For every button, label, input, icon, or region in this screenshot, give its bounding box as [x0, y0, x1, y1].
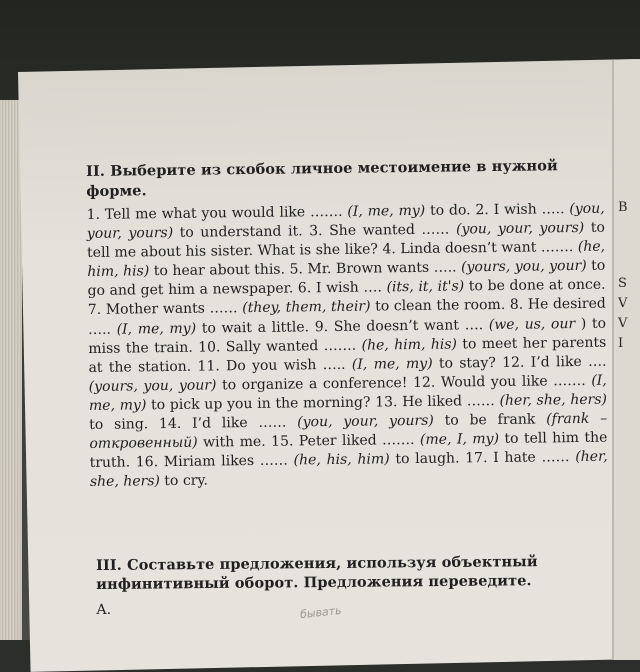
- pronoun-options: (I, me, my): [351, 355, 433, 373]
- sentence-text: 1. Tell me what you would like …….: [86, 203, 348, 223]
- sentence-text: to understand it. 3. She wanted ……: [173, 221, 457, 242]
- pronoun-options: (yours, you, your): [461, 258, 587, 276]
- pronoun-options: (I, me, my): [116, 320, 197, 338]
- pronoun-options: (I, me, my): [347, 202, 426, 220]
- pronoun-options: (frank – откровенный): [89, 410, 608, 453]
- exercise-3-heading: III. Составьте предложения, используя объектный инфинитивный оборот. Предложения переведите.: [96, 553, 538, 593]
- facing-page-letter: S: [618, 276, 627, 291]
- sentence-text: to stay? 12. I’d like ….: [432, 353, 607, 372]
- sentence-text: to hear about this. 5. Mr. Brown wants …..: [149, 259, 462, 280]
- pronoun-options: (its, it, it's): [386, 278, 465, 296]
- sentence-text: to clean the room. 8. He desired …..: [87, 296, 606, 338]
- pronoun-options: (he, his, him): [293, 451, 390, 469]
- pronoun-options: (you, your, yours): [455, 220, 585, 238]
- page-stack-edge: [0, 100, 22, 640]
- pronoun-options: (her, she, hers): [89, 448, 608, 491]
- pronoun-options: (you, your, yours): [86, 200, 605, 243]
- pronoun-options: (he, him, his): [361, 336, 458, 354]
- exercise-3: [96, 552, 597, 618]
- sentence-text: to be frank: [433, 411, 547, 429]
- sentence-text: to tell him the truth. 16. Miriam likes ……: [89, 429, 608, 472]
- sentence-text: to cry.: [159, 472, 209, 490]
- sentence-text: to go and get him a newspaper. 6. I wish ….: [87, 257, 606, 300]
- sentence-text: to do. 2. I wish …..: [425, 201, 570, 219]
- pronoun-options: (her, she, hers): [499, 391, 608, 409]
- exercise-2: [86, 156, 608, 493]
- exercise-2-body: [87, 200, 608, 493]
- sentence-text: to sing. 14. I’d like ……: [89, 414, 298, 434]
- sentence-text: with me. 15. Peter liked …….: [197, 432, 421, 451]
- facing-page-letter: I: [618, 336, 624, 351]
- sentence-text: ) to miss the train. 10. Sally wanted …….: [88, 315, 607, 357]
- facing-page-edge: [612, 60, 640, 660]
- sentence-text: to pick up you in the morning? 13. He liked ……: [146, 392, 500, 414]
- pronoun-options: (they, them, their): [242, 299, 371, 317]
- exercise-3-part-a-label: A.: [96, 601, 112, 618]
- sentence-text: to tell me about his sister. What is she like? 4. Linda doesn’t want …….: [87, 219, 605, 262]
- pronoun-options: (yours, you, your): [88, 377, 217, 395]
- facing-page-letter: V: [618, 316, 628, 331]
- pencil-note: бывать: [299, 603, 343, 622]
- exercise-2-heading: II. Выберите из скобок личное местоимение в нужной форме.: [86, 157, 558, 200]
- pronoun-options: (me, I, my): [419, 431, 500, 449]
- sentence-text: to meet her parents at the station. 11. Do you wish …..: [88, 334, 607, 376]
- pronoun-options: (we, us, our: [488, 315, 576, 333]
- sentence-text: to organize a conference! 12. Would you like …….: [216, 372, 592, 394]
- facing-page-letter: V: [618, 296, 628, 311]
- sentence-text: to wait a little. 9. She doesn’t want ….: [196, 316, 489, 337]
- facing-page-letter: B: [618, 200, 628, 215]
- sentence-text: to laugh. 17. I hate ……: [389, 449, 576, 468]
- pronoun-options: (I, me, my): [88, 372, 607, 414]
- sentence-text: to be done at once. 7. Mother wants ……: [87, 277, 606, 319]
- pronoun-options: (you, your, yours): [297, 412, 434, 431]
- pronoun-options: (he, him, his): [87, 238, 606, 281]
